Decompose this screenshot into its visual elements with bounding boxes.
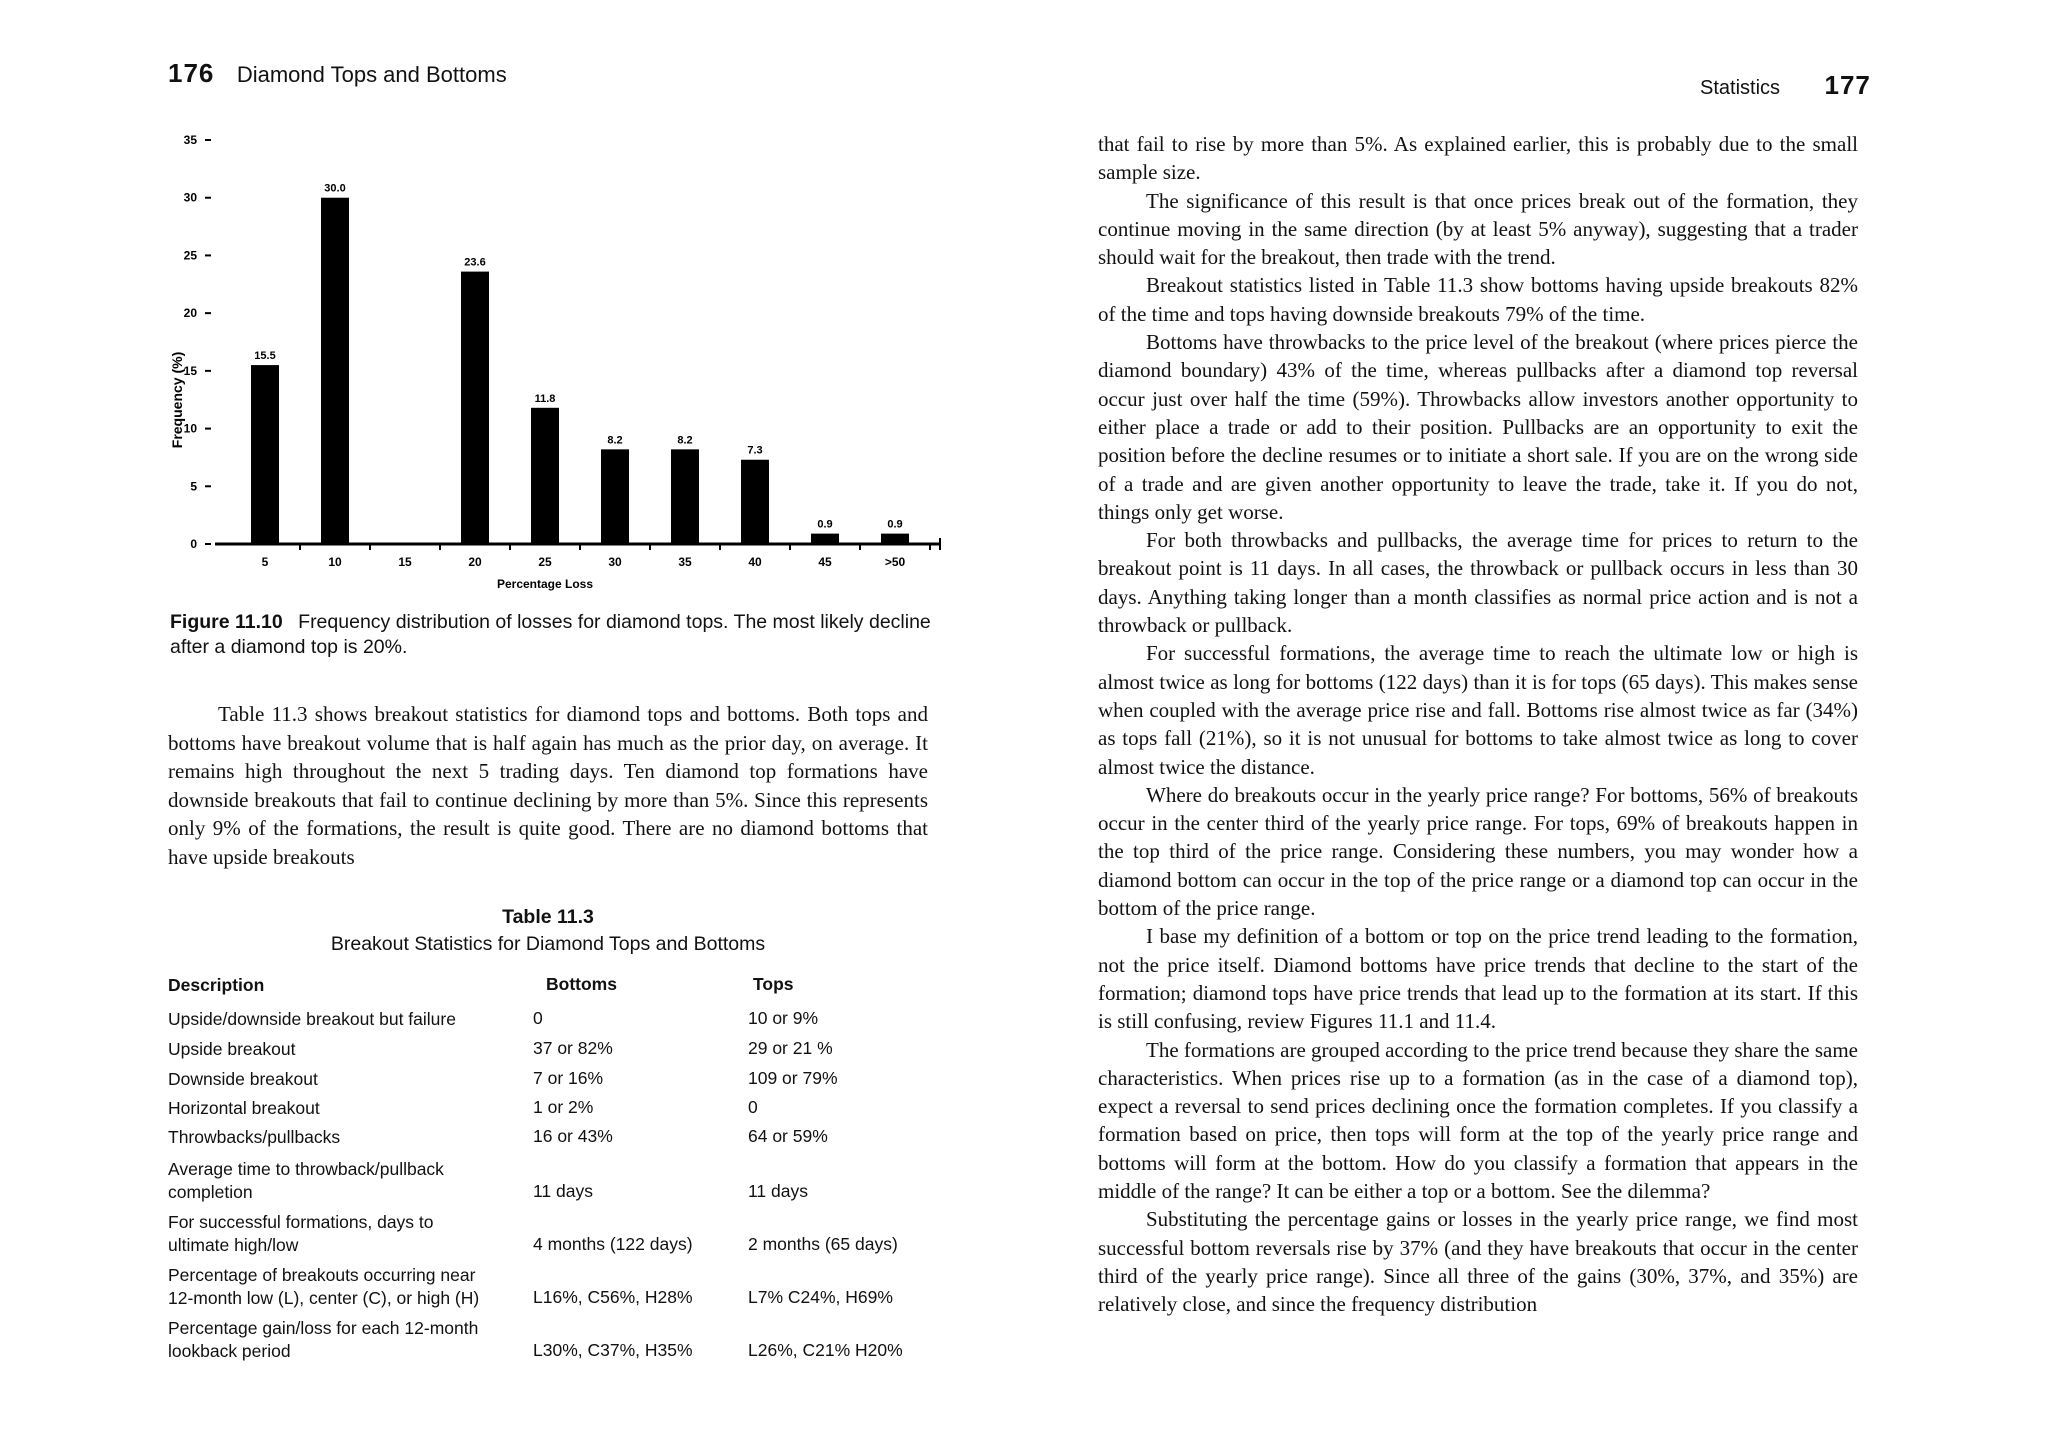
y-tick-label: 35: [183, 133, 197, 147]
bar-30: [601, 449, 629, 544]
row-description-line1: Percentage gain/loss for each 12-month: [168, 1318, 479, 1338]
row-bottoms-value: 1 or 2%: [533, 1097, 594, 1117]
table-label: Table 11.3: [502, 906, 594, 928]
bar-value-label: 23.6: [464, 256, 486, 269]
paragraph: For successful formations, the average time to reach the ultimate low or high is almost twice as long for bottoms (122 days) than it is for tops (65 days). This makes sense when coupled with the average price rise and fall. Bottoms rise almost twice as far (34%) as tops fall (21%), so it is not unusual for bottoms to take almost twice as long to cover almost twice the distance.: [1098, 641, 1858, 779]
row-description: [168, 1158, 548, 1204]
figure-chart: [160, 120, 960, 610]
row-description: [168, 1008, 548, 1031]
row-description: [168, 1317, 548, 1363]
bar-40: [741, 460, 769, 544]
row-bottoms-value: 7 or 16%: [533, 1068, 604, 1088]
row-bottoms-value: 4 months (122 days): [533, 1234, 693, 1254]
paragraph: I base my definition of a bottom or top on the price trend leading to the formation, not the price itself. Diamond bottoms have price trends that decline to the start of the formation; diamond tops have price trends that lead up to the formation at its start. If this is still confusing, review Figures 11.1 and 11.4.: [1098, 924, 1858, 1034]
x-tick-label: 20: [468, 555, 482, 569]
row-description: [168, 1068, 548, 1091]
bar->50: [881, 534, 909, 544]
y-tick-label: 5: [190, 479, 197, 494]
row-tops-value: 29 or 21 %: [748, 1038, 833, 1058]
left-page-header: [168, 58, 507, 89]
bar-10: [321, 198, 349, 544]
table-title: Breakout Statistics for Diamond Tops and Bottoms: [330, 933, 766, 955]
row-bottoms-value: 0: [533, 1008, 543, 1028]
x-tick-label: 35: [678, 555, 692, 569]
row-description-line1: Upside breakout: [168, 1039, 296, 1059]
right-page-header: [1700, 70, 1871, 101]
bar-value-label: 11.8: [534, 392, 556, 405]
y-axis-title: Frequency (%): [169, 351, 185, 449]
row-description-line1: Horizontal breakout: [168, 1098, 320, 1118]
bar-value-label: 7.3: [747, 444, 763, 457]
x-tick-label: 45: [818, 555, 832, 569]
x-tick-label: 30: [608, 555, 622, 569]
row-description-line2: completion: [168, 1182, 253, 1202]
row-description: [168, 1126, 548, 1149]
left-body-paragraph: Table 11.3 shows breakout statistics for diamond tops and bottoms. Both tops and bottoms have breakout volume that is half again has much as the prior day, on average. It remains high throughout the next 5 trading days. Ten diamond top formations have downside breakouts that fail to continue declining by more than 5%. Since this represents only 9% of the formations, the result is quite good. There are no diamond bottoms that have upside breakouts: [168, 702, 928, 869]
row-tops-value: 11 days: [748, 1181, 808, 1201]
row-tops-value: 64 or 59%: [748, 1126, 828, 1146]
paragraph: that fail to rise by more than 5%. As explained earlier, this is probably due to the small sample size.: [1098, 132, 1858, 185]
y-tick-label: 30: [183, 190, 197, 205]
bar-value-label: 30.0: [324, 182, 346, 195]
bar-35: [671, 449, 699, 544]
y-tick-label: 15: [183, 363, 197, 378]
row-bottoms-value: L16%, C56%, H28%: [533, 1287, 693, 1307]
bar-value-label: 0.9: [817, 518, 833, 531]
x-tick-label: 40: [748, 555, 762, 569]
header-tops: Tops: [753, 974, 794, 994]
row-description-line1: Percentage of breakouts occurring near: [168, 1265, 476, 1285]
row-description-line2: lookback period: [168, 1341, 291, 1361]
row-tops-value: 0: [748, 1097, 758, 1117]
paragraph: The formations are grouped according to the price trend because they share the same characteristics. When prices rise up to a formation (as in the case of a diamond top), expect a reversal to send prices declining once the formation completes. If you classify a formation based on price, then tops will form at the top of the yearly price range and bottoms will form at the bottom. How do you classify a formation that appears in the middle of the range? It can be either a top or a bottom. See the dilemma?: [1098, 1037, 1858, 1203]
row-description-line1: Throwbacks/pullbacks: [168, 1127, 341, 1147]
row-description: [168, 1264, 548, 1310]
figure-caption: [170, 610, 950, 660]
paragraph: Breakout statistics listed in Table 11.3 show bottoms having upside breakouts 82% of the time and tops having downside breakouts 79% of the time.: [1098, 273, 1858, 326]
row-description-line1: Upside/downside breakout but failure: [168, 1009, 456, 1029]
row-description: [168, 1038, 548, 1061]
row-description: [168, 1097, 548, 1120]
left-running-title: Diamond Tops and Bottoms: [236, 62, 507, 87]
bar-value-label: 8.2: [677, 434, 693, 447]
x-tick-label: 5: [261, 555, 269, 569]
row-bottoms-value: 16 or 43%: [533, 1126, 613, 1146]
row-bottoms-value: 37 or 82%: [533, 1038, 613, 1058]
row-description-line1: For successful formations, days to: [168, 1212, 434, 1232]
bar-value-label: 8.2: [607, 434, 623, 447]
x-tick-label: >50: [884, 555, 906, 569]
paragraph: Substituting the percentage gains or losses in the yearly price range, we find most successful bottom reversals rise by 37% (and they have breakouts that occur in the center third of the yearly price range). Since all three of the gains (30%, 37%, and 35%) are relatively close, and since the frequency distribution: [1098, 1207, 1858, 1317]
row-tops-value: L26%, C21% H20%: [748, 1340, 903, 1360]
bar-45: [811, 534, 839, 544]
bar-25: [531, 408, 559, 544]
y-tick-label: 20: [183, 306, 197, 321]
row-description-line2: ultimate high/low: [168, 1235, 299, 1255]
row-tops-value: 2 months (65 days): [748, 1234, 898, 1254]
paragraph: Where do breakouts occur in the yearly price range? For bottoms, 56% of breakouts occur in the center third of the yearly price range. For tops, 69% of breakouts happen in the top third of the price range. Considering these numbers, you may wonder how a diamond bottom can occur in the top of the price range or a diamond top can occur in the bottom of the price range.: [1098, 782, 1858, 921]
figure-caption-text: Frequency distribution of losses for diamond tops. The most likely decline after a diamond top is 20%.: [170, 611, 931, 658]
left-page-number: 176: [168, 58, 215, 88]
bar-5: [251, 365, 279, 544]
y-axis-title-group: [169, 352, 185, 448]
row-tops-value: L7% C24%, H69%: [748, 1287, 893, 1307]
x-tick-label: 10: [328, 555, 342, 569]
table-caption: [168, 906, 928, 956]
right-body-text: [1098, 130, 1858, 1318]
bar-20: [461, 272, 489, 544]
right-page-number: 177: [1824, 70, 1871, 100]
row-bottoms-value: 11 days: [533, 1181, 593, 1201]
row-description-line1: Downside breakout: [168, 1069, 318, 1089]
paragraph: The significance of this result is that once prices break out of the formation, they continue moving in the same direction (by at least 5% anyway), suggesting that a trader should wait for the breakout, then trade with the trend.: [1098, 188, 1858, 270]
row-bottoms-value: L30%, C37%, H35%: [533, 1340, 693, 1360]
header-description: Description: [168, 975, 265, 995]
row-description: [168, 1211, 548, 1257]
right-running-title: Statistics: [1700, 77, 1781, 99]
row-description-line2: 12-month low (L), center (C), or high (H): [168, 1288, 480, 1308]
header-bottoms: Bottoms: [546, 974, 617, 994]
x-axis-title: Percentage Loss: [496, 577, 594, 591]
x-tick-label: 25: [538, 555, 552, 569]
row-description-line1: Average time to throwback/pullback: [168, 1159, 444, 1179]
bar-value-label: 15.5: [254, 350, 276, 363]
y-tick-label: 10: [183, 421, 197, 436]
figure-label: Figure 11.10: [170, 611, 283, 633]
row-tops-value: 109 or 79%: [748, 1068, 838, 1088]
paragraph: For both throwbacks and pullbacks, the average time for prices to return to the breakout point is 11 days. In all cases, the throwback or pullback occurs in less than 30 days. Anything taking longer than a month classifies as normal price action and is not a throwback or pullback.: [1098, 528, 1858, 638]
y-tick-label: 0: [190, 537, 197, 551]
row-tops-value: 10 or 9%: [748, 1008, 819, 1028]
breakout-statistics-table: [168, 974, 948, 1374]
paragraph: Bottoms have throwbacks to the price level of the breakout (where prices pierce the diamond boundary) 43% of the time, whereas pullbacks after a diamond top reversal occur just over half the time (59%). Throwbacks allow investors another opportunity to either place a trade or add to their position. Pullbacks are an opportunity to exit the position before the decline resumes or to initiate a short sale. If you are on the wrong side of a trade and are given another opportunity to leave the trade, take it. If you do not, things only get worse.: [1098, 330, 1858, 524]
x-tick-label: 15: [398, 555, 412, 569]
y-tick-label: 25: [183, 248, 197, 263]
bar-value-label: 0.9: [887, 518, 903, 531]
